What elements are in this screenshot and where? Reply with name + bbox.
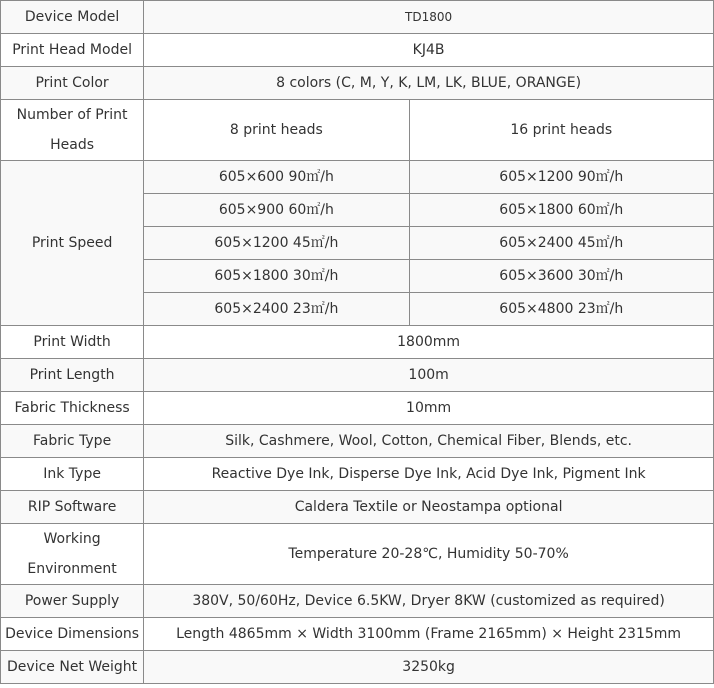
device-model-label: Device Model — [1, 1, 144, 34]
print-heads-label-line2: Heads — [50, 137, 95, 153]
table-row — [1, 458, 714, 491]
print-length-value: 100m — [144, 359, 714, 392]
table-row — [1, 491, 714, 524]
working-environment-value: Temperature 20-28℃, Humidity 50-70% — [144, 524, 714, 585]
print-heads-label — [1, 100, 144, 161]
device-net-weight-value: 3250kg — [144, 651, 714, 684]
print-speed-a: 605×1200 45㎡/h — [144, 227, 409, 260]
print-heads-label-line1: Number of Print — [16, 107, 128, 123]
device-dimensions-label: Device Dimensions — [1, 618, 144, 651]
print-speed-a: 605×900 60㎡/h — [144, 194, 409, 227]
table-row — [1, 161, 714, 194]
fabric-type-value: Silk, Cashmere, Wool, Cotton, Chemical Fiber, Blends, etc. — [144, 425, 714, 458]
table-row — [1, 34, 714, 67]
print-speed-b: 605×1800 60㎡/h — [409, 194, 713, 227]
table-row — [1, 651, 714, 684]
table-row — [1, 67, 714, 100]
print-head-model-value: KJ4B — [144, 34, 714, 67]
print-speed-b: 605×2400 45㎡/h — [409, 227, 713, 260]
table-row — [1, 585, 714, 618]
print-color-label: Print Color — [1, 67, 144, 100]
working-environment-label-line2: Environment — [27, 561, 117, 577]
print-speed-a: 605×600 90㎡/h — [144, 161, 409, 194]
device-model-value: TD1800 — [144, 1, 714, 34]
table-row — [1, 1, 714, 34]
rip-software-label: RIP Software — [1, 491, 144, 524]
print-width-label: Print Width — [1, 326, 144, 359]
print-speed-a: 605×1800 30㎡/h — [144, 260, 409, 293]
print-length-label: Print Length — [1, 359, 144, 392]
fabric-thickness-value: 10mm — [144, 392, 714, 425]
table-row — [1, 425, 714, 458]
table-row — [1, 100, 714, 161]
device-dimensions-value: Length 4865mm × Width 3100mm (Frame 2165mm) × Height 2315mm — [144, 618, 714, 651]
fabric-thickness-label: Fabric Thickness — [1, 392, 144, 425]
print-speed-b: 605×3600 30㎡/h — [409, 260, 713, 293]
print-speed-b: 605×1200 90㎡/h — [409, 161, 713, 194]
power-supply-label: Power Supply — [1, 585, 144, 618]
table-row — [1, 524, 714, 585]
ink-type-value: Reactive Dye Ink, Disperse Dye Ink, Acid Dye Ink, Pigment Ink — [144, 458, 714, 491]
working-environment-label — [1, 524, 144, 585]
print-width-value: 1800mm — [144, 326, 714, 359]
rip-software-value: Caldera Textile or Neostampa optional — [144, 491, 714, 524]
print-heads-col-b: 16 print heads — [409, 100, 713, 161]
table-row — [1, 326, 714, 359]
device-net-weight-label: Device Net Weight — [1, 651, 144, 684]
print-speed-a: 605×2400 23㎡/h — [144, 293, 409, 326]
table-row — [1, 618, 714, 651]
print-heads-col-a: 8 print heads — [144, 100, 409, 161]
power-supply-value: 380V, 50/60Hz, Device 6.5KW, Dryer 8KW (customized as required) — [144, 585, 714, 618]
working-environment-label-line1: Working — [43, 531, 101, 547]
print-head-model-label: Print Head Model — [1, 34, 144, 67]
fabric-type-label: Fabric Type — [1, 425, 144, 458]
print-speed-label: Print Speed — [1, 161, 144, 326]
print-color-value: 8 colors (C, M, Y, K, LM, LK, BLUE, ORANGE) — [144, 67, 714, 100]
table-row — [1, 359, 714, 392]
ink-type-label: Ink Type — [1, 458, 144, 491]
print-speed-b: 605×4800 23㎡/h — [409, 293, 713, 326]
table-row — [1, 392, 714, 425]
